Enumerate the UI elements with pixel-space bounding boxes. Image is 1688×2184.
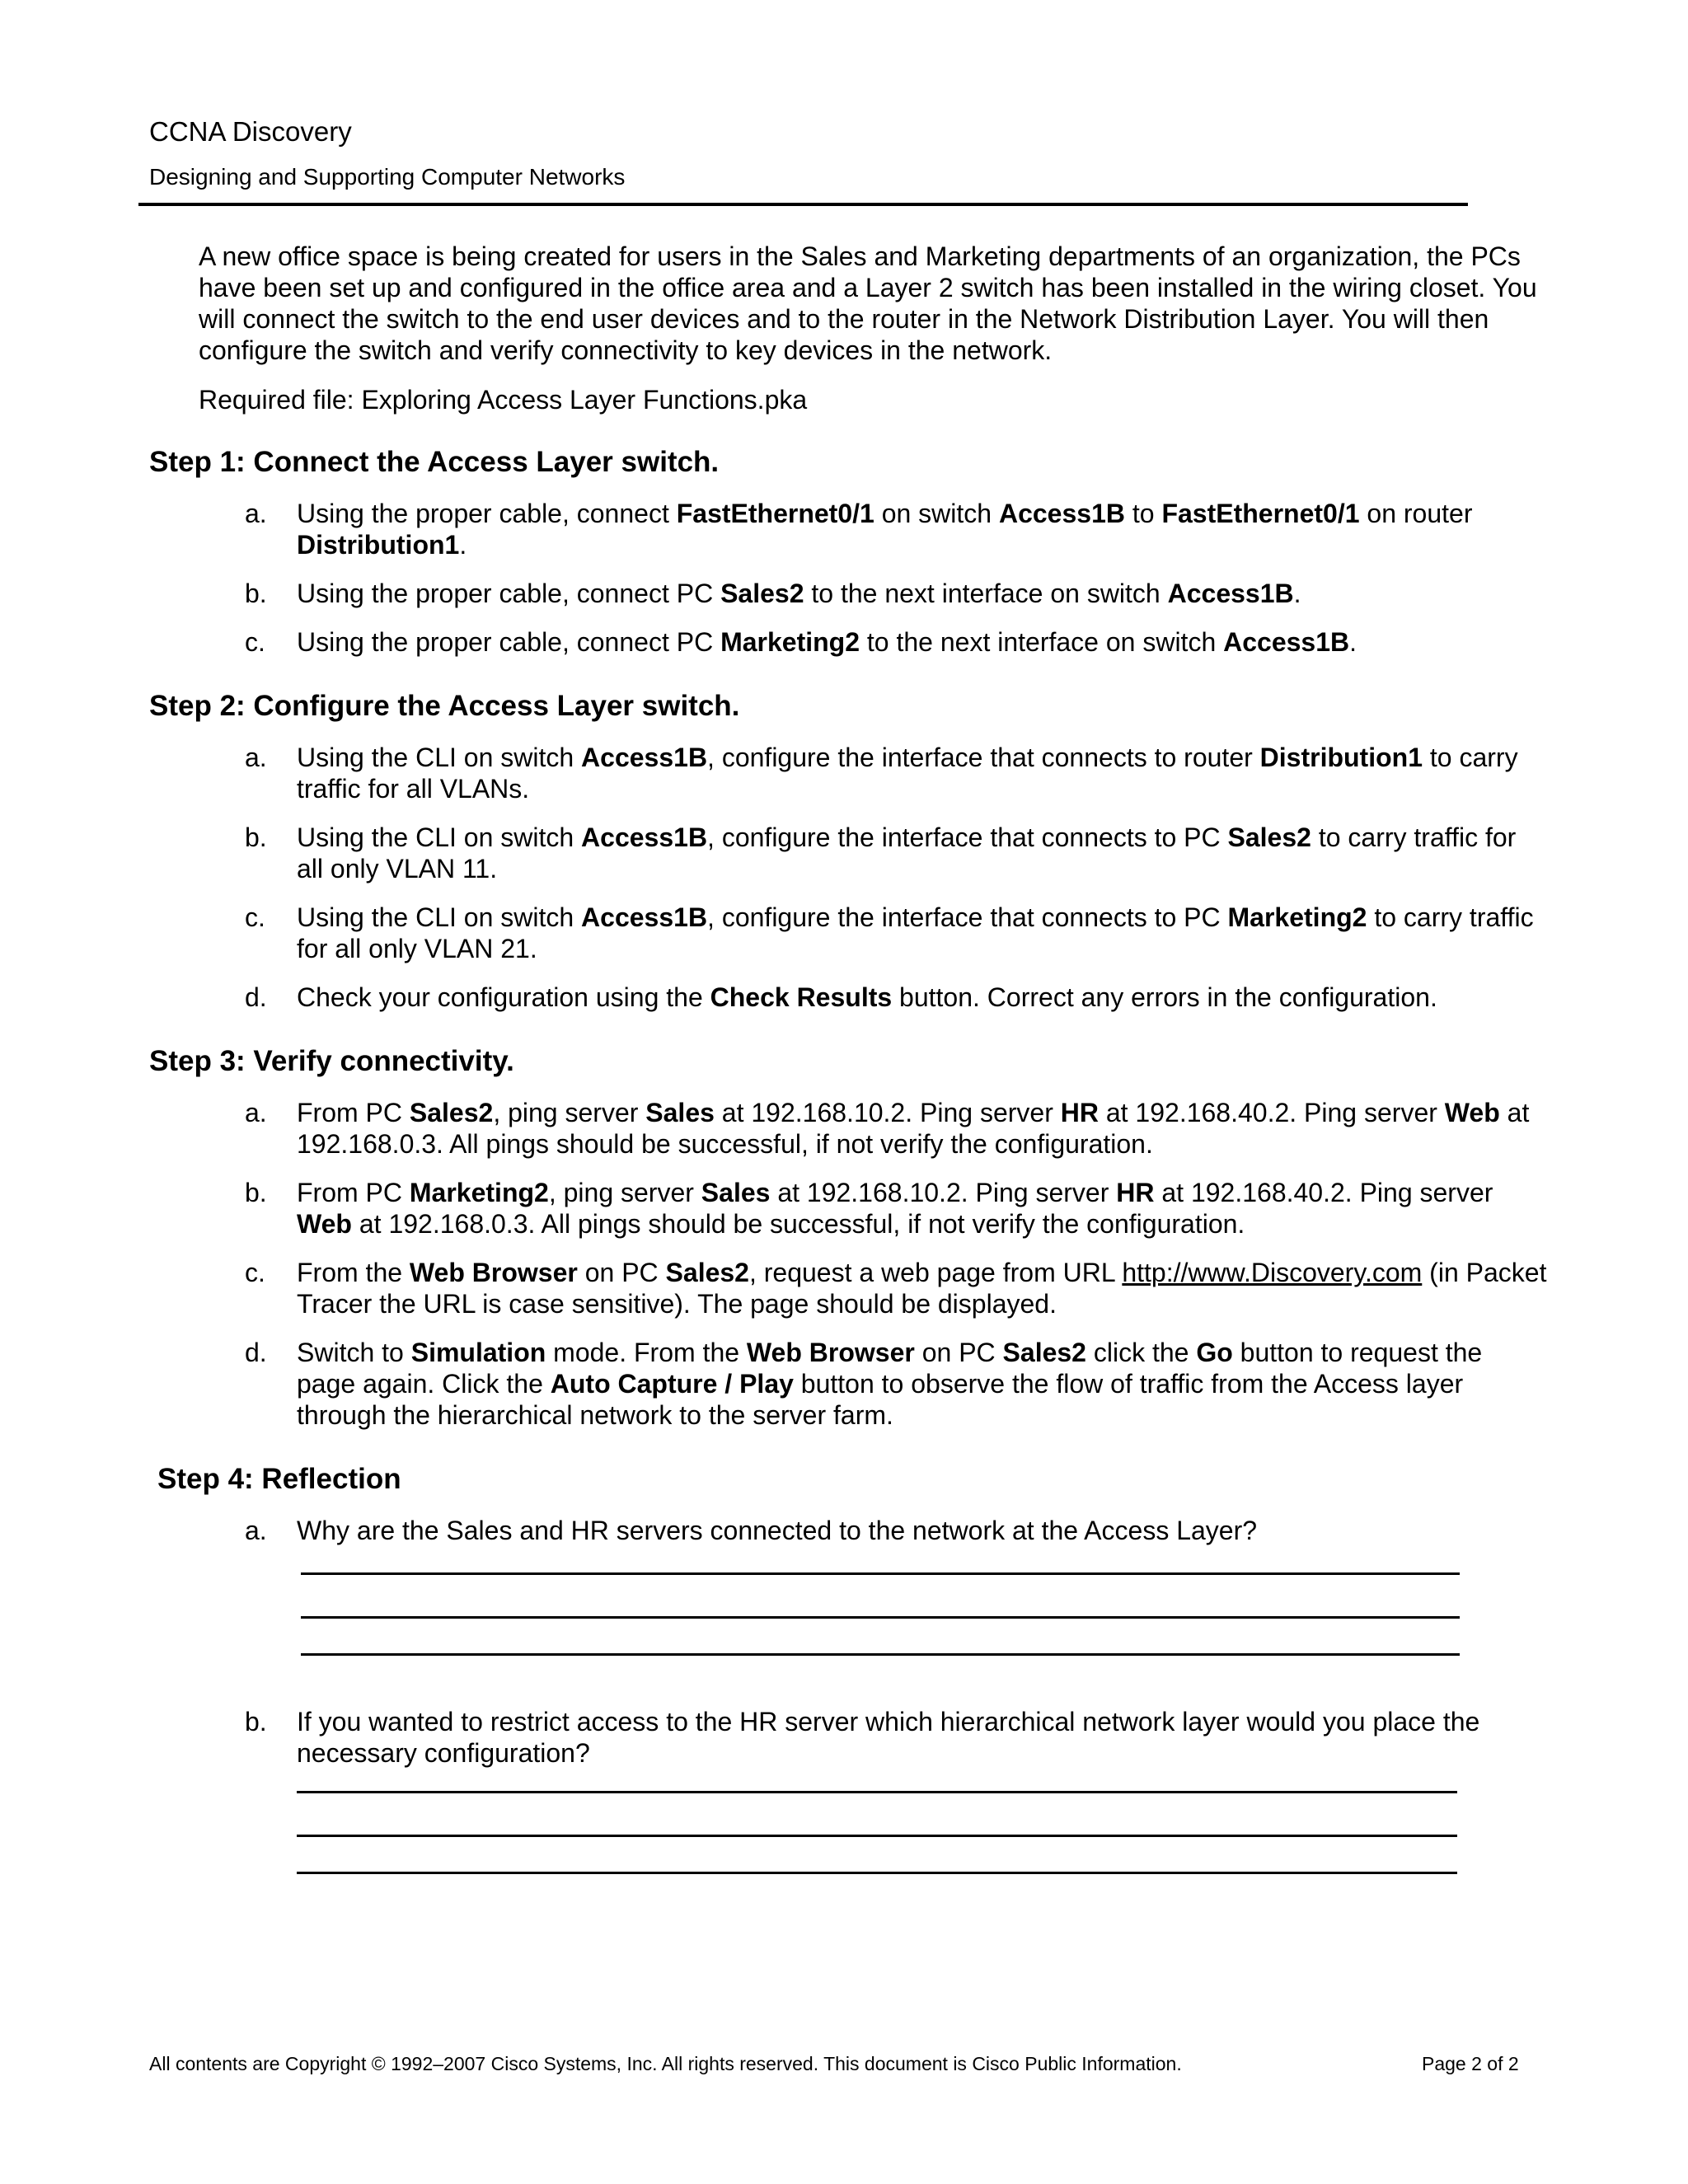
step-2-item-d	[245, 982, 1547, 1013]
item-letter: c.	[245, 902, 265, 932]
header-subtitle: Designing and Supporting Computer Networks	[149, 164, 626, 190]
item-text: Using the proper cable, connect PC Sales2 to the next interface on switch Access1B.	[297, 579, 1301, 608]
answer-line	[297, 1791, 1457, 1793]
header-title: CCNA Discovery	[149, 116, 352, 147]
item-letter: b.	[245, 1707, 267, 1736]
item-letter: c.	[245, 627, 265, 657]
answer-line	[297, 1835, 1457, 1837]
item-text: From PC Sales2, ping server Sales at 192.168.10.2. Ping server HR at 192.168.40.2. Ping server Web at 192.168.0.3. All pings should be successful, if not verify the configuration.	[297, 1098, 1530, 1159]
step-3-item-b	[245, 1177, 1547, 1240]
step-1-item-a	[245, 498, 1547, 560]
step-1-item-b	[245, 578, 1547, 609]
answer-line	[301, 1572, 1460, 1575]
item-letter: c.	[245, 1258, 265, 1287]
item-text: Using the CLI on switch Access1B, configure the interface that connects to PC Sales2 to carry traffic for all only VLAN 11.	[297, 823, 1517, 883]
step-1-item-c	[245, 626, 1547, 658]
footer-copyright: All contents are Copyright © 1992–2007 Cisco Systems, Inc. All rights reserved. This document is Cisco Public Information.	[149, 2053, 1182, 2074]
item-text: Why are the Sales and HR servers connected to the network at the Access Layer?	[297, 1516, 1258, 1545]
item-text: Check your configuration using the Check Results button. Correct any errors in the configuration.	[297, 982, 1437, 1012]
item-text: Using the proper cable, connect FastEthernet0/1 on switch Access1B to FastEthernet0/1 on router Distribution1.	[297, 499, 1473, 560]
item-letter: a.	[245, 743, 267, 772]
step-3-item-a	[245, 1097, 1547, 1160]
required-file: Required file: Exploring Access Layer Functions.pka	[199, 385, 808, 415]
item-letter: a.	[245, 499, 267, 528]
item-letter: b.	[245, 1178, 267, 1207]
item-letter: a.	[245, 1098, 267, 1127]
item-text: Using the proper cable, connect PC Marketing2 to the next interface on switch Access1B.	[297, 627, 1357, 657]
step-2-heading: Step 2: Configure the Access Layer switch.	[149, 690, 740, 722]
item-text: From PC Marketing2, ping server Sales at 192.168.10.2. Ping server HR at 192.168.40.2. Ping server Web at 192.168.0.3. All pings should be successful, if not verify the configuration.	[297, 1178, 1493, 1239]
step-2-item-c	[245, 902, 1547, 964]
step-4-item-a	[245, 1515, 1547, 1546]
step-3-item-c	[245, 1257, 1547, 1319]
item-letter: b.	[245, 823, 267, 852]
item-text: From the Web Browser on PC Sales2, request a web page from URL http://www.Discovery.com (in Packet Tracer the URL is case sensitive). The page should be displayed.	[297, 1258, 1547, 1319]
answer-line	[301, 1653, 1460, 1656]
step-4-item-b	[245, 1706, 1547, 1769]
step-1-heading: Step 1: Connect the Access Layer switch.	[149, 446, 720, 478]
item-letter: a.	[245, 1516, 267, 1545]
step-2-item-a	[245, 742, 1547, 804]
step-3-heading: Step 3: Verify connectivity.	[149, 1045, 514, 1077]
intro-paragraph: A new office space is being created for users in the Sales and Marketing departments of an organization, the PCs have been set up and configured in the office area and a Layer 2 switch has been installed in the wiring closet. You will connect the switch to the end user devices and to the router in the Network Distribution Layer. You will then configure the switch and verify connectivity to key devices in the network.	[199, 241, 1537, 365]
item-text: If you wanted to restrict access to the HR server which hierarchical network layer would you place the necessary configuration?	[297, 1707, 1480, 1768]
step-2-item-b	[245, 822, 1547, 884]
footer-page-number: Page 2 of 2	[1422, 2053, 1519, 2074]
step-3-item-d	[245, 1337, 1547, 1431]
header-divider	[138, 203, 1468, 206]
item-text: Using the CLI on switch Access1B, configure the interface that connects to PC Marketing2 to carry traffic for all only VLAN 21.	[297, 902, 1534, 963]
item-text: Switch to Simulation mode. From the Web Browser on PC Sales2 click the Go button to request the page again. Click the Auto Capture / Play button to observe the flow of traffic from the Access layer through the hierarchical network to the server farm.	[297, 1338, 1483, 1430]
answer-line	[297, 1872, 1457, 1874]
item-letter: d.	[245, 982, 267, 1012]
discovery-url-link[interactable]: http://www.Discovery.com	[1122, 1258, 1423, 1287]
answer-line	[301, 1616, 1460, 1619]
item-letter: d.	[245, 1338, 267, 1367]
item-text: Using the CLI on switch Access1B, configure the interface that connects to router Distribution1 to carry traffic for all VLANs.	[297, 743, 1518, 804]
item-letter: b.	[245, 579, 267, 608]
step-4-heading: Step 4: Reflection	[157, 1463, 401, 1495]
